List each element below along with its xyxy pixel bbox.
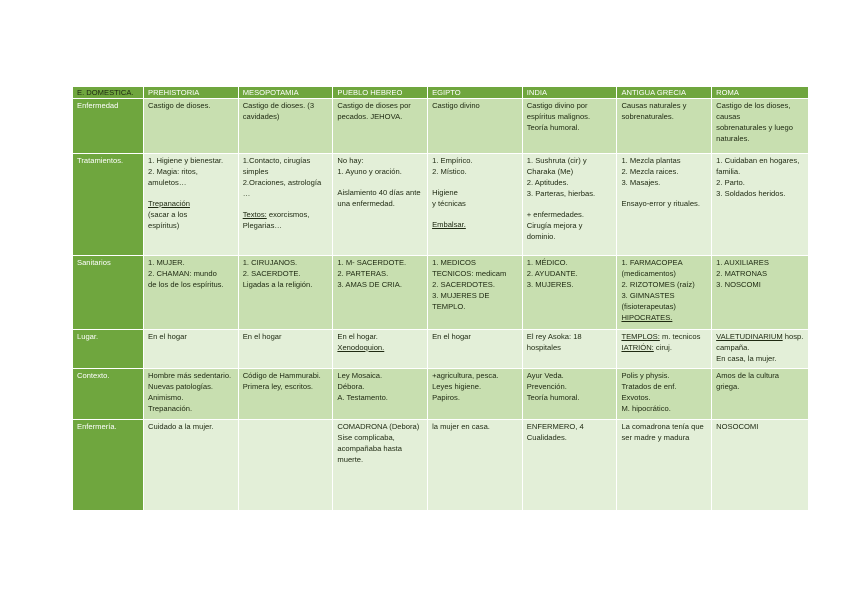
cell-line: 1. MÉDICO. xyxy=(526,258,568,267)
cell-line: Tratados de enf. xyxy=(621,382,677,391)
cell-line xyxy=(148,188,234,198)
cell-line: En el hogar xyxy=(148,332,187,341)
cell-line xyxy=(621,188,707,198)
cell-line: HIPOCRATES. xyxy=(621,313,673,322)
cell-line: Cirugía mejora y dominio. xyxy=(526,221,583,241)
cell-line: Ligadas a la religión. xyxy=(242,280,313,289)
column-header: MESOPOTAMIA xyxy=(238,87,333,99)
column-header: PREHISTORIA xyxy=(144,87,239,99)
cell-line: sobrenaturales y luego naturales. xyxy=(716,123,793,143)
row-header: Enfermería. xyxy=(73,420,144,511)
cell-line: 3. NOSCOMI xyxy=(716,280,761,289)
table-cell xyxy=(333,256,428,330)
cell-line: La comadrona tenía que ser madre y madura xyxy=(621,422,704,442)
cell-line: 2. PARTERAS. xyxy=(337,269,389,278)
cell-line: 2. Magia: ritos, amuletos… xyxy=(148,167,198,187)
cell-line xyxy=(432,177,518,187)
cell-line: Primera ley, escritos. xyxy=(242,382,314,391)
cell-line: Aislamiento 40 días ante una enfermedad. xyxy=(337,188,421,208)
cell-line: Castigo de dioses. xyxy=(148,101,211,110)
cell-line: Castigo divino xyxy=(432,101,480,110)
table-cell xyxy=(428,256,523,330)
table-cell xyxy=(144,99,239,154)
table-row xyxy=(73,99,809,154)
row-header: Enfermedad xyxy=(73,99,144,154)
column-header: PUEBLO HEBREO xyxy=(333,87,428,99)
cell-line: Causas naturales y sobrenaturales. xyxy=(621,101,687,121)
cell-line: y técnicas xyxy=(432,199,466,208)
column-header: ANTIGUA GRECIA xyxy=(617,87,712,99)
cell-line: 3. Soldados heridos. xyxy=(716,189,786,198)
table-cell xyxy=(428,99,523,154)
cell-line: COMADRONA (Debora) Sise complicaba, acompañaba hasta muerte. xyxy=(337,422,420,464)
cell-line: 1. Sushruta (cir) y Charaka (Me) xyxy=(526,156,587,176)
table-cell xyxy=(333,99,428,154)
table-cell xyxy=(712,99,809,154)
table-cell xyxy=(712,420,809,511)
table-cell xyxy=(238,256,333,330)
cell-line: Papiros. xyxy=(432,393,460,402)
cell-line: 3. AMAS DE CRIA. xyxy=(337,280,402,289)
cell-line: 2. Místico. xyxy=(432,167,467,176)
table-cell xyxy=(428,154,523,256)
cell-line: M. hipocrático. xyxy=(621,404,671,413)
table-row xyxy=(73,369,809,420)
table-cell xyxy=(428,369,523,420)
table-cell xyxy=(238,99,333,154)
cell-line: En el hogar xyxy=(242,332,282,341)
table-cell xyxy=(238,330,333,369)
cell-line: de los de los espíritus. xyxy=(148,280,224,289)
table-row xyxy=(73,256,809,330)
cell-line: 1. CIRUJANOS. xyxy=(242,258,298,267)
cell-line: Animismo. xyxy=(148,393,184,402)
cell-line: Prevención. xyxy=(526,382,567,391)
table-cell xyxy=(333,330,428,369)
cell-line: 1. FARMACOPEA (medicamentos) xyxy=(621,258,683,278)
cell-line: 2. Parto. xyxy=(716,178,745,187)
header-row xyxy=(73,87,809,99)
cell-line: 3. GIMNASTES (fisioterapeutas) xyxy=(621,291,676,311)
table-cell xyxy=(238,369,333,420)
row-header: Lugar. xyxy=(73,330,144,369)
cell-line: Textos: exorcismos, Plegarias… xyxy=(242,210,310,230)
cell-line: En casa, la mujer. xyxy=(716,354,777,363)
table-cell xyxy=(333,369,428,420)
cell-line: + enfermedades. xyxy=(526,210,584,219)
cell-line: 1. MEDICOS TECNICOS: medicam xyxy=(432,258,507,278)
cell-line: NOSOCOMI xyxy=(716,422,759,431)
table-cell xyxy=(238,154,333,256)
cell-line: (sacar a los xyxy=(148,210,188,219)
cell-line: 1. Empírico. xyxy=(432,156,473,165)
table-cell xyxy=(333,154,428,256)
cell-line: espíritus) xyxy=(148,221,180,230)
cell-line: Castigo de dioses por pecados. JEHOVA. xyxy=(337,101,411,121)
table-cell xyxy=(617,154,712,256)
cell-line: +agricultura, pesca. xyxy=(432,371,499,380)
cell-line: 1. AUXILIARES xyxy=(716,258,769,267)
cell-line: 3. MUJERES. xyxy=(526,280,574,289)
cell-line: Polis y physis. xyxy=(621,371,670,380)
cell-line: la mujer en casa. xyxy=(432,422,490,431)
table-row xyxy=(73,154,809,256)
table-cell xyxy=(617,99,712,154)
cell-line: Cuidado a la mujer. xyxy=(148,422,214,431)
row-header: Tratamientos. xyxy=(73,154,144,256)
table-cell xyxy=(238,420,333,511)
cell-line: Trepanación. xyxy=(148,404,193,413)
cell-line: 1.Contacto, cirugías simples xyxy=(242,156,311,176)
cell-line: 3. Parteras, hierbas. xyxy=(526,189,596,198)
cell-line: 2. SACERDOTES. xyxy=(432,280,495,289)
table-cell xyxy=(144,256,239,330)
cell-line: Castigo de dioses. (3 cavidades) xyxy=(242,101,315,121)
table-cell xyxy=(333,420,428,511)
table-cell xyxy=(144,369,239,420)
row-header: Sanitarios xyxy=(73,256,144,330)
cell-line: En el hogar. xyxy=(337,332,378,341)
cell-line: 1. Higiene y bienestar. xyxy=(148,156,224,165)
table-cell xyxy=(428,330,523,369)
cell-line: En el hogar xyxy=(432,332,471,341)
table-cell xyxy=(144,420,239,511)
cell-line: TEMPLOS: m. tecnicos xyxy=(621,332,701,341)
table-cell xyxy=(522,330,617,369)
cell-line: Hombre más sedentario. xyxy=(148,371,232,380)
cell-line: Código de Hammurabi. xyxy=(242,371,321,380)
table-cell xyxy=(522,154,617,256)
cell-line: El rey Asoka: 18 hospitales xyxy=(526,332,582,352)
cell-line: Higiene xyxy=(432,188,458,197)
cell-line: 1. MUJER. xyxy=(148,258,185,267)
cell-line: A. Testamento. xyxy=(337,393,388,402)
table-row xyxy=(73,330,809,369)
cell-line xyxy=(432,209,518,219)
cell-line: 2. AYUDANTE. xyxy=(526,269,578,278)
cell-line xyxy=(337,177,423,187)
table-row xyxy=(73,420,809,511)
table-cell xyxy=(522,369,617,420)
column-header: EGIPTO xyxy=(428,87,523,99)
cell-line: Xenodoquion. xyxy=(337,343,385,352)
cell-line: Castigo de los dioses, causas xyxy=(716,101,791,121)
cell-line xyxy=(243,421,329,431)
cell-line: No hay: xyxy=(337,156,364,165)
cell-line: 3. MUJERES DE TEMPLO. xyxy=(432,291,490,311)
cell-line: Teoría humoral. xyxy=(526,393,580,402)
cell-line: 2. Aptitudes. xyxy=(526,178,569,187)
table-cell xyxy=(522,99,617,154)
column-header: INDIA xyxy=(522,87,617,99)
table-cell xyxy=(712,154,809,256)
cell-line: IATRIÓN: ciruj. xyxy=(621,343,672,352)
cell-line: Amos de la cultura griega. xyxy=(716,371,780,391)
cell-line: 1. Mezcla plantas xyxy=(621,156,681,165)
cell-line: Débora. xyxy=(337,382,365,391)
table-cell xyxy=(617,330,712,369)
cell-line xyxy=(243,199,329,209)
cell-line: 2. SACERDOTE. xyxy=(242,269,301,278)
table-cell xyxy=(712,330,809,369)
cell-line: 2. RIZOTOMES (raíz) xyxy=(621,280,695,289)
table-cell xyxy=(617,369,712,420)
cell-line: Castigo divino por espíritus malignos. xyxy=(526,101,591,121)
cell-line: VALETUDINARIUM hosp. campaña. xyxy=(716,332,804,352)
cell-line: Ayur Veda. xyxy=(526,371,564,380)
cell-line: Trepanación xyxy=(148,199,190,208)
cell-line xyxy=(527,199,613,209)
table-cell xyxy=(144,330,239,369)
cell-line: Ensayo-error y rituales. xyxy=(621,199,700,208)
cell-line: Teoría humoral. xyxy=(526,123,580,132)
column-header-corner: E. DOMESTICA. xyxy=(73,87,144,99)
column-header: ROMA xyxy=(712,87,809,99)
cell-line: 2. CHAMAN: mundo xyxy=(148,269,217,278)
table-cell xyxy=(144,154,239,256)
cell-line: Nuevas patologías. xyxy=(148,382,214,391)
cell-line: 1. M- SACERDOTE. xyxy=(337,258,407,267)
cell-line: 1. Ayuno y oración. xyxy=(337,167,402,176)
table-cell xyxy=(712,256,809,330)
cell-line: 1. Cuidaban en hogares, familia. xyxy=(716,156,800,176)
cell-line: Exvotos. xyxy=(621,393,651,402)
cell-line: Ley Mosaica. xyxy=(337,371,383,380)
table-cell xyxy=(522,420,617,511)
table-cell xyxy=(617,420,712,511)
cell-line: Leyes higiene. xyxy=(432,382,482,391)
table-cell xyxy=(428,420,523,511)
table-cell xyxy=(522,256,617,330)
table-cell xyxy=(712,369,809,420)
cell-line: 2. MATRONAS xyxy=(716,269,768,278)
cell-line: 3. Masajes. xyxy=(621,178,661,187)
cell-line: ENFERMERO, 4 Cualidades. xyxy=(526,422,584,442)
history-table xyxy=(72,86,809,511)
cell-line: Embalsar. xyxy=(432,220,466,229)
row-header: Contexto. xyxy=(73,369,144,420)
cell-line: 2. Mezcla raices. xyxy=(621,167,679,176)
table-cell xyxy=(617,256,712,330)
table-body xyxy=(73,87,809,511)
cell-line: 2.Oraciones, astrología … xyxy=(242,178,322,198)
